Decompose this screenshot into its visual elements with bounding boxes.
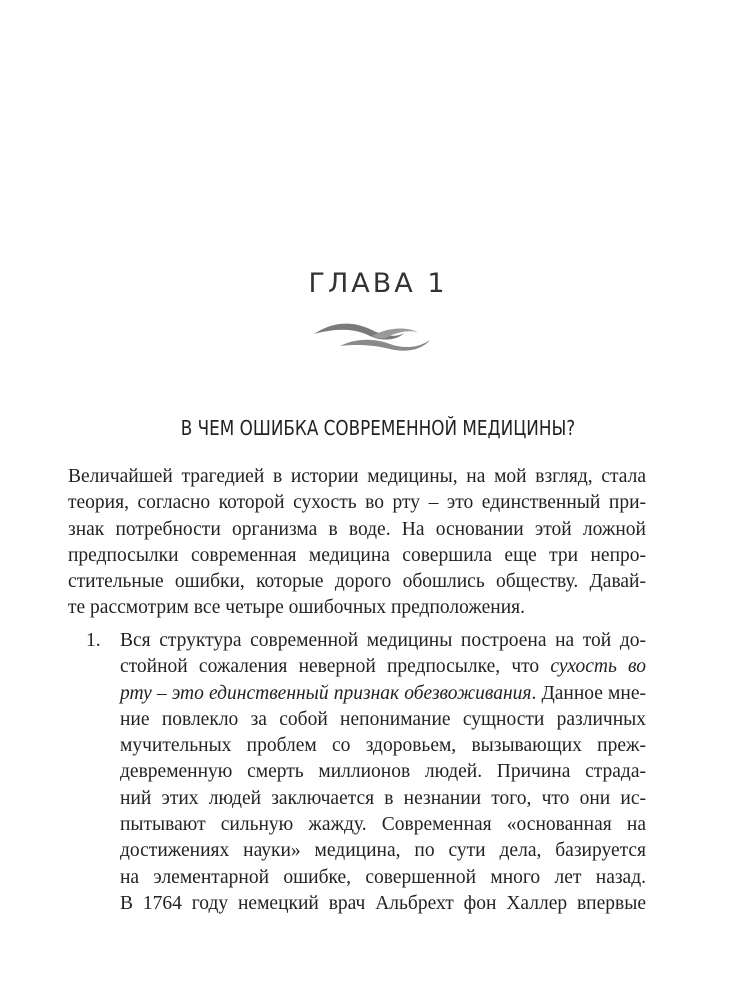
intro-line: теория, согласно которой сухость во рту – это единственный при- <box>68 492 646 514</box>
intro-line: те рассмотрим все четыре ошибочных предположения. <box>68 597 525 619</box>
list-item-line <box>120 654 646 680</box>
list-item-line: ний этих людей заключается в незнании того, что они ис- <box>120 787 646 809</box>
list-item-line: ние повлекло за собой непонимание сущности различных <box>120 708 646 730</box>
list-item-text: стойной сожаления неверной предпосылке, что <box>120 656 551 678</box>
section-title: В ЧЕМ ОШИБКА СОВРЕМЕННОЙ МЕДИЦИНЫ? <box>180 416 576 440</box>
numbered-list <box>68 628 646 917</box>
intro-line: стительные ошибки, которые дорого обошлись обществу. Давай- <box>68 571 646 593</box>
list-item-line: мучительных проблем со здоровьем, вызывающих преж- <box>120 735 646 757</box>
list-item-number: 1. <box>86 630 101 651</box>
wave-ornament-icon <box>312 318 432 352</box>
list-item-emphasis: сухость во <box>550 656 646 678</box>
list-item-line <box>120 681 646 707</box>
list-item-emphasis: рту – это единственный признак обезвоживания <box>120 682 532 704</box>
list-item-line: В 1764 году немецкий врач Альбрехт фон Халлер впервые <box>120 892 646 914</box>
list-item-line: пытывают сильную жажду. Современная «основанная на <box>120 814 646 836</box>
list-item <box>68 628 646 917</box>
list-item-line: на элементарной ошибке, совершенной много лет назад. <box>120 866 646 888</box>
intro-line: Величайшей трагедией в истории медицины, на мой взгляд, стала <box>68 466 646 487</box>
intro-line: знак потребности организма в воде. На основании этой ложной <box>68 518 646 540</box>
list-item-line: девременную смерть миллионов людей. Причина страда- <box>120 761 646 783</box>
list-item-line: достижениях науки» медицина, по сути дела, базируется <box>120 840 646 862</box>
list-item-line: Вся структура современной медицины построена на той до- <box>120 630 646 651</box>
list-item-text: . Данное мне- <box>531 682 646 704</box>
intro-line: предпосылки современная медицина совершила еще три непро- <box>68 544 646 566</box>
intro-paragraph <box>68 464 646 622</box>
chapter-title: ГЛАВА 1 <box>308 268 448 299</box>
